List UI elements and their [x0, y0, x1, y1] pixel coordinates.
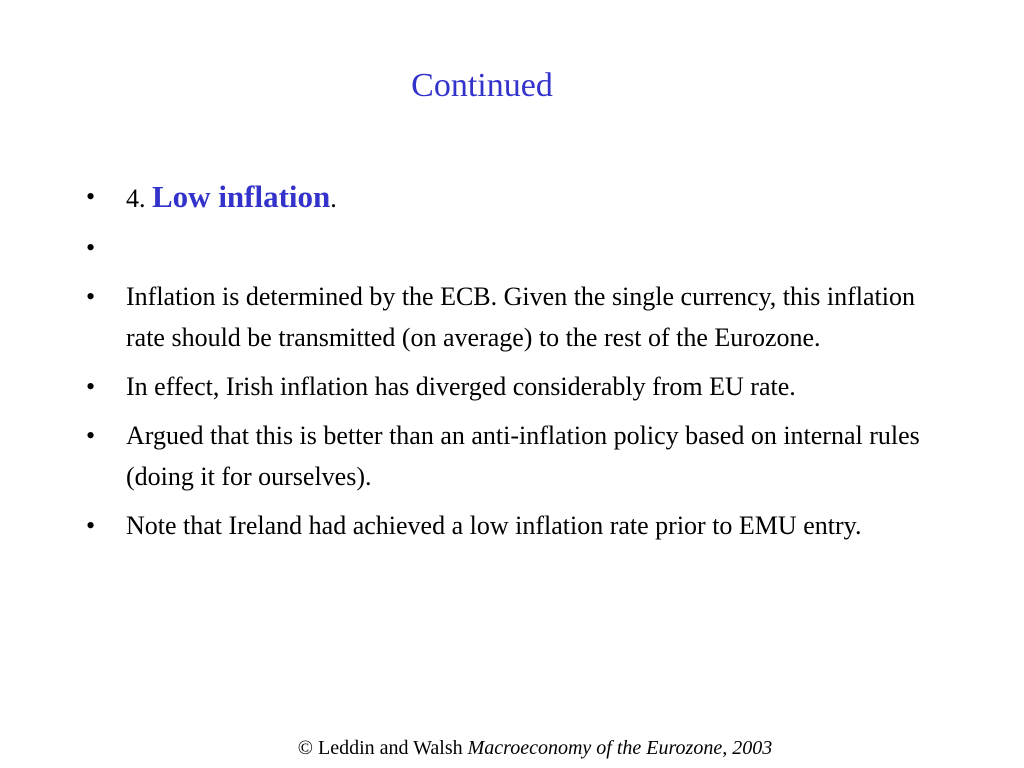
- bullet-dot: •: [86, 421, 96, 450]
- bullet-dot: •: [86, 182, 96, 211]
- bullet-dot: •: [86, 233, 96, 262]
- bullet-item-argued: [86, 415, 946, 497]
- bullet-item-ireland: [86, 505, 946, 546]
- bullet-item-ecb: [86, 276, 946, 358]
- bullet-item-empty: [86, 227, 946, 268]
- bullet-text: Inflation is determined by the ECB. Given the single currency, this inflation rate should be transmitted (on average) to the rest of the Eurozone.: [126, 282, 915, 352]
- bullet-item-low-inflation: [86, 176, 946, 219]
- heading-period: .: [330, 184, 337, 213]
- slide-footer: [0, 735, 1024, 761]
- footer-authors: © Leddin and Walsh: [297, 737, 468, 759]
- bullet-dot: •: [86, 282, 96, 311]
- slide-title: Continued: [411, 67, 553, 104]
- section-heading: Low inflation: [152, 179, 331, 214]
- footer-book-title: Macroeconomy of the Eurozone, 2003: [467, 737, 773, 759]
- item-number: 4.: [126, 184, 152, 213]
- bullet-dot: •: [86, 511, 96, 540]
- bullet-text: Note that Ireland had achieved a low inflation rate prior to EMU entry.: [126, 511, 862, 540]
- bullet-item-divergence: [86, 366, 946, 407]
- bullet-text: Argued that this is better than an anti-inflation policy based on internal rules (doing it for ourselves).: [126, 421, 920, 491]
- bullet-text: In effect, Irish inflation has diverged considerably from EU rate.: [126, 372, 796, 401]
- bullet-list: [86, 176, 946, 554]
- bullet-dot: •: [86, 372, 96, 401]
